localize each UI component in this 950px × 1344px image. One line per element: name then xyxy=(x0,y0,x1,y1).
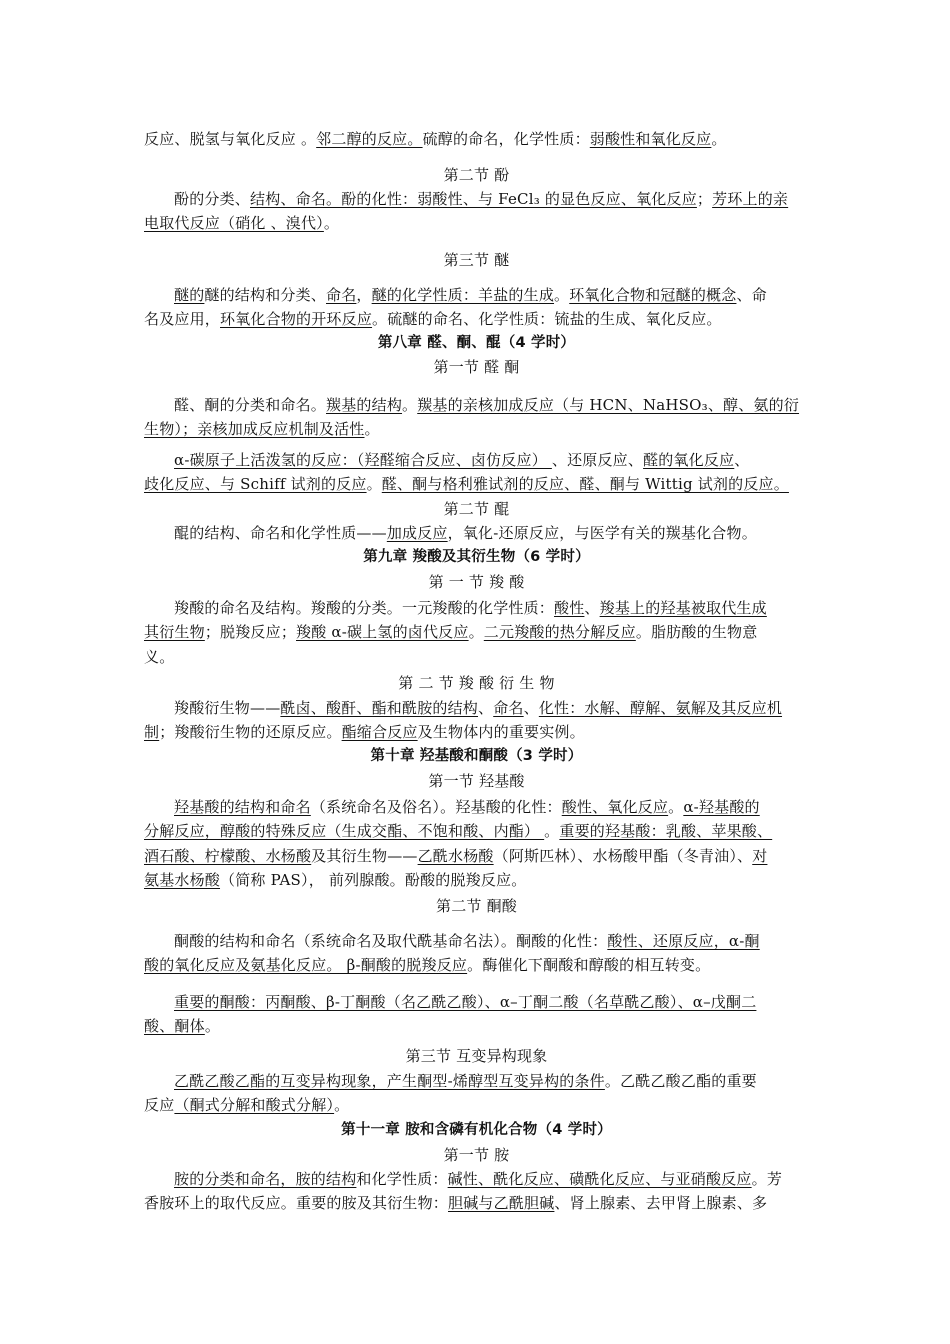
text-run: 、还原反应、 xyxy=(551,451,644,469)
underlined-text: 环氧化合物和冠醚的概念 xyxy=(569,286,737,304)
text-run: 。 xyxy=(711,130,727,148)
text-line xyxy=(144,929,839,953)
section-heading xyxy=(144,355,809,379)
chapter-heading xyxy=(144,1118,809,1142)
underlined-text: 羰基的结构 xyxy=(326,396,403,414)
text-run: 义。 xyxy=(144,648,175,666)
section-heading xyxy=(144,163,809,187)
text-run: 第二节 酚 xyxy=(443,166,510,184)
text-run: 、 xyxy=(478,699,494,717)
underlined-text: 环氧化合物的开环反应 xyxy=(220,310,373,328)
text-line xyxy=(144,645,809,669)
underlined-text: 醛的氧化反应 xyxy=(643,451,735,469)
text-run: 第八章 醛、酮、醌（4 学时） xyxy=(377,335,576,351)
text-line xyxy=(144,868,809,892)
underlined-text: 胺的分类和命名，胺的结构 xyxy=(174,1170,357,1188)
underlined-text: α-羟基酸的 xyxy=(683,798,760,816)
text-run: 及其衍生物—— xyxy=(311,847,418,865)
text-run: ； xyxy=(696,190,713,208)
text-line xyxy=(144,211,809,235)
text-run: 酚的分类、 xyxy=(174,190,251,208)
underlined-text: 生物）；亲核加成反应机制及活性 xyxy=(144,420,365,438)
underlined-text: 羰基的亲核加成反应（与 HCN、NaHSO₃、醇、氨的衍 xyxy=(417,396,800,414)
text-line xyxy=(144,720,809,744)
text-line xyxy=(144,127,809,151)
text-run: 醌的结构、命名和化学性质—— xyxy=(174,524,387,542)
text-run: 第二节 醌 xyxy=(443,500,510,518)
text-line xyxy=(144,1093,809,1117)
text-line xyxy=(144,696,839,720)
underlined-text: 分解反应，醇酸的特殊反应（生成交酯、不饱和酸、内酯） xyxy=(144,822,545,840)
section-heading xyxy=(144,248,809,272)
underlined-text: 羧基上的羟基被取代生成 xyxy=(599,599,767,617)
underlined-text: 酒石酸、柠檬酸、水杨酸 xyxy=(144,847,312,865)
section-heading xyxy=(144,671,809,695)
text-run: 酮酸的结构和命名（系统命名及取代酰基命名法）。酮酸的化性： xyxy=(174,932,608,950)
underlined-text: 碱性、酰化反应、磺酰化反应、与亚硝酸反应 xyxy=(447,1170,752,1188)
text-run: 第一节 羟基酸 xyxy=(428,772,525,790)
text-line xyxy=(144,1069,839,1093)
underlined-text: α-碳原子上活泼氢的反应：（羟醛缩合反应、卤仿反应） xyxy=(174,451,552,469)
text-run: 第 一 节 羧 酸 xyxy=(428,573,525,591)
text-line xyxy=(144,819,809,843)
text-line xyxy=(144,953,809,977)
underlined-text: 重要的酮酸：丙酮酸、β-丁酮酸（名乙酰乙酸）、α–丁酮二酸（名草酰乙酸）、α–戊酮二 xyxy=(174,993,757,1011)
section-heading xyxy=(144,894,809,918)
section-heading xyxy=(144,769,809,793)
text-run: 、 xyxy=(734,451,750,469)
underlined-text: 乙酰水杨酸 xyxy=(417,847,494,865)
text-run: 及生物体内的重要实例。 xyxy=(417,723,585,741)
underlined-text: 其衍生物 xyxy=(144,623,205,641)
section-heading xyxy=(144,570,809,594)
underlined-text: 电取代反应（硝化 、溴代） xyxy=(144,214,324,232)
text-run: 第一节 醛 酮 xyxy=(433,358,520,376)
text-run: 。 xyxy=(668,798,684,816)
chapter-heading xyxy=(144,545,809,569)
text-run: 第十一章 胺和含磷有机化合物（4 学时） xyxy=(341,1122,612,1138)
text-run: ；羧酸衍生物的还原反应。 xyxy=(159,723,342,741)
underlined-text: 酸性 xyxy=(554,599,585,617)
text-line xyxy=(144,1167,839,1191)
text-run: （阿斯匹林）、水杨酸甲酯（冬青油）、 xyxy=(493,847,753,865)
underlined-text: 对 xyxy=(752,847,768,865)
text-run: 。 xyxy=(366,475,382,493)
text-run: （简称 PAS）， 前列腺酸。酚酸的脱羧反应。 xyxy=(220,871,527,889)
text-run: 香胺环上的取代反应。重要的胺及其衍生物： xyxy=(144,1194,449,1212)
text-line xyxy=(144,1191,809,1215)
text-run: 第三节 互变异构现象 xyxy=(405,1047,548,1065)
text-run: 。 xyxy=(468,623,484,641)
underlined-text: 羟基酸的结构和命名 xyxy=(174,798,311,816)
text-line xyxy=(144,307,809,331)
text-run: 、肾上腺素、去甲肾上腺素、多 xyxy=(554,1194,768,1212)
text-line xyxy=(144,417,809,441)
text-run: 反应 xyxy=(144,1096,175,1114)
underlined-text: 醛、酮与格利雅试剂的反应、醛、酮与 Wittig 试剂的反应。 xyxy=(381,475,789,493)
text-run: 。 xyxy=(323,214,340,232)
text-run: ；脱羧反应； xyxy=(204,623,297,641)
underlined-text: 醚的化学性质：羊盐的生成 xyxy=(371,286,555,304)
text-line xyxy=(144,521,839,545)
text-run: 羧酸的命名及结构。羧酸的分类。一元羧酸的化学性质： xyxy=(174,599,555,617)
text-run: 反应、脱氢与氧化反应 。 xyxy=(144,130,317,148)
text-run: 、 xyxy=(523,699,539,717)
underlined-text: 醚的 xyxy=(174,286,205,304)
underlined-text: 歧化反应、与 Schiff 试剂的反应 xyxy=(144,475,367,493)
text-run: 。脂肪酸的生物意 xyxy=(635,623,758,641)
text-run: 。 xyxy=(204,1017,221,1035)
underlined-text: 重要的羟基酸：乳酸、苹果酸、 xyxy=(559,822,773,840)
text-run: 第九章 羧酸及其衍生物（6 学时） xyxy=(363,549,590,565)
section-heading xyxy=(144,497,809,521)
section-heading xyxy=(144,1044,809,1068)
text-line xyxy=(144,472,809,496)
text-run: 和化学性质： xyxy=(356,1170,448,1188)
text-run: （系统命名及俗名）。羟基酸的化性： xyxy=(310,798,562,816)
text-run: 醚的结构和分类、 xyxy=(204,286,327,304)
underlined-text: 化性：水解、醇解、氨解及其反应机 xyxy=(538,699,783,717)
text-run: 。 xyxy=(544,822,560,840)
text-run: 。乙酰乙酸乙酯的重要 xyxy=(604,1072,757,1090)
text-run: ， xyxy=(356,286,372,304)
text-run: 醛、酮的分类和命名。 xyxy=(174,396,327,414)
underlined-text: 二元羧酸的热分解反应 xyxy=(483,623,636,641)
underlined-text: 酸、酮体 xyxy=(144,1017,205,1035)
underlined-text: 酸性、还原反应，α-酮 xyxy=(607,932,760,950)
underlined-text: 酯缩合反应 xyxy=(341,723,418,741)
text-run: 名及应用， xyxy=(144,310,221,328)
underlined-text: 加成反应 xyxy=(386,524,448,542)
text-run: ，氧化-还原反应，与医学有关的羰基化合物。 xyxy=(447,524,757,542)
text-run: 、命 xyxy=(736,286,767,304)
text-line xyxy=(144,795,839,819)
text-line xyxy=(144,844,809,868)
text-line xyxy=(144,187,839,211)
chapter-heading xyxy=(144,744,809,768)
text-run: 。硫醚的命名、化学性质：锍盐的生成、氧化反应。 xyxy=(372,310,722,328)
underlined-text: 氨基水杨酸 xyxy=(144,871,221,889)
underlined-text: 酸性、氧化反应 xyxy=(561,798,669,816)
text-line xyxy=(144,596,839,620)
underlined-text: 制 xyxy=(144,723,160,741)
text-run: 第三节 醚 xyxy=(443,251,510,269)
underlined-text: 芳环上的亲 xyxy=(712,190,789,208)
text-line xyxy=(144,448,839,472)
underlined-text: 结构、命名。酚的化性：弱酸性、与 FeCl₃ 的显色反应、氧化反应 xyxy=(250,190,697,208)
section-heading xyxy=(144,1143,809,1167)
underlined-text: 酸的氧化反应及氨基化反应。 β-酮酸的脱羧反应 xyxy=(144,956,468,974)
text-line xyxy=(144,620,809,644)
underlined-text: 命名 xyxy=(493,699,524,717)
text-run: 。 xyxy=(554,286,570,304)
underlined-text: （酮式分解和酸式分解） xyxy=(174,1096,335,1114)
text-run: 硫醇的命名，化学性质： xyxy=(422,130,590,148)
underlined-text: 邻二醇的反应。 xyxy=(316,130,423,148)
text-run: 、 xyxy=(584,599,600,617)
underlined-text: 酰卤、酸酐、酯和酰胺的结构 xyxy=(280,699,479,717)
text-run: 第二节 酮酸 xyxy=(436,897,517,915)
text-line xyxy=(144,1014,809,1038)
text-run: 第一节 胺 xyxy=(443,1146,510,1164)
text-line xyxy=(144,393,839,417)
text-run: 第 二 节 羧 酸 衍 生 物 xyxy=(398,674,555,692)
underlined-text: 羧酸 α-碳上氢的卤代反应 xyxy=(296,623,469,641)
text-run: 羧酸衍生物—— xyxy=(174,699,281,717)
text-run: 。 xyxy=(334,1096,350,1114)
text-line xyxy=(144,283,839,307)
chapter-heading xyxy=(144,331,809,355)
underlined-text: 命名 xyxy=(326,286,357,304)
text-run: 。 xyxy=(402,396,418,414)
text-run: 。酶催化下酮酸和醇酸的相互转变。 xyxy=(467,956,711,974)
text-line xyxy=(144,990,839,1014)
underlined-text: 弱酸性和氧化反应 xyxy=(589,130,712,148)
underlined-text: 乙酰乙酸乙酯的互变异构现象，产生酮型-烯醇型互变异构的条件 xyxy=(174,1072,605,1090)
text-run: 。芳 xyxy=(751,1170,783,1188)
text-run: 第十章 羟基酸和酮酸（3 学时） xyxy=(370,748,583,764)
underlined-text: 胆碱与乙酰胆碱 xyxy=(448,1194,555,1212)
text-run: 。 xyxy=(364,420,380,438)
